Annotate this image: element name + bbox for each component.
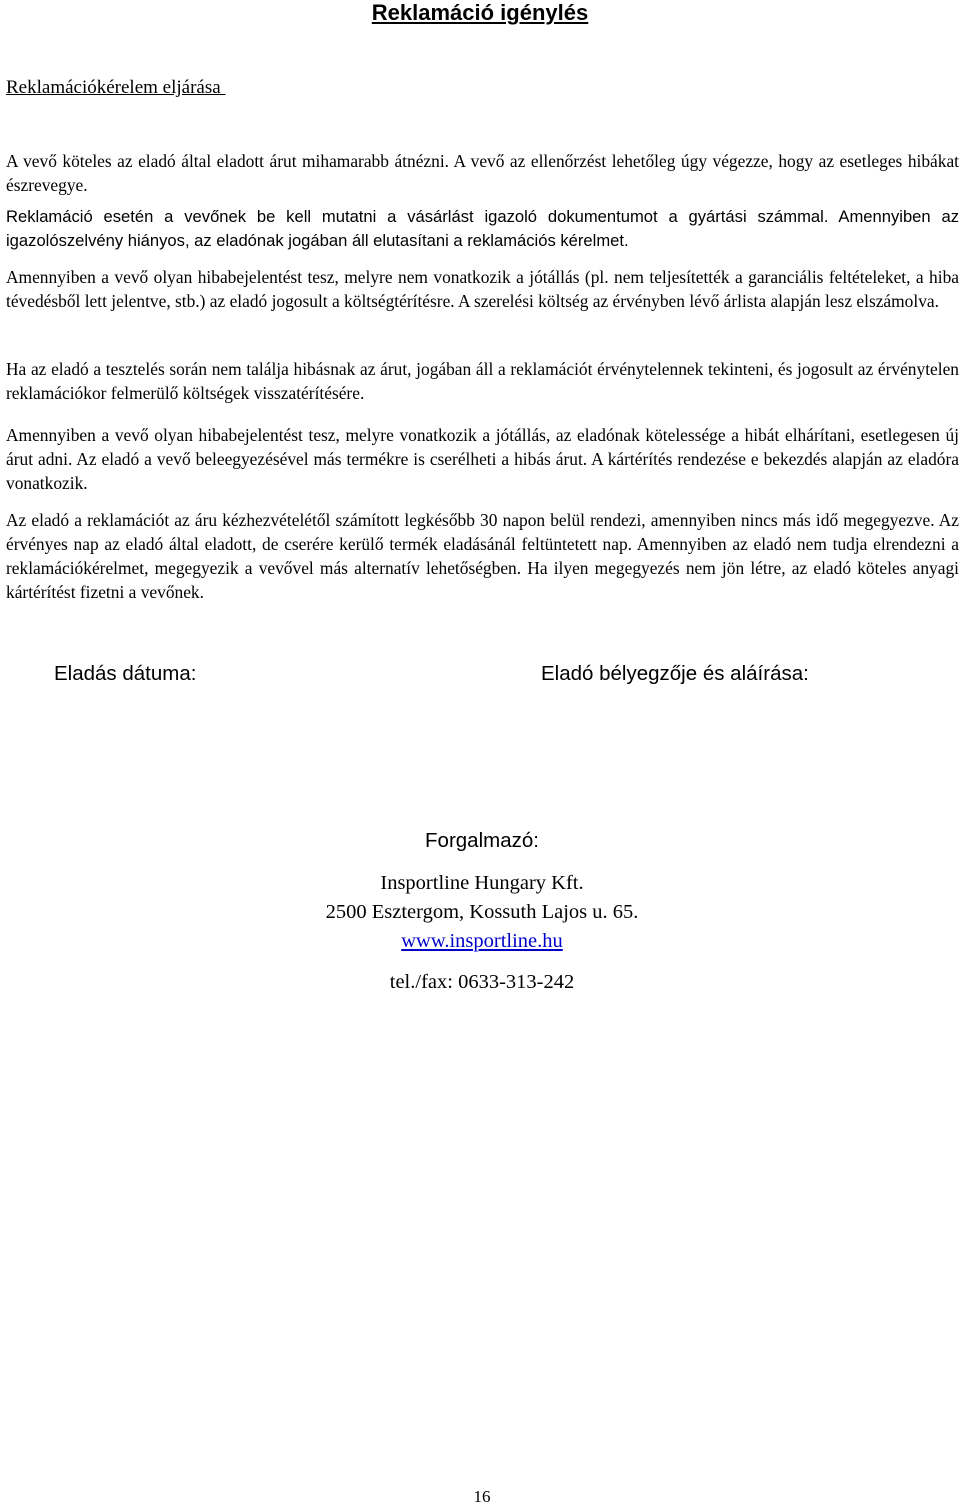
website-row xyxy=(0,927,960,955)
company-name: Insportline Hungary Kft. xyxy=(380,872,584,894)
distributor-label: Forgalmazó: xyxy=(425,829,539,852)
paragraph-inspection: A vevő köteles az eladó által eladott árut mihamarabb átnézni. A vevő az ellenőrzést lehetőleg úgy végezze, hogy az esetleges hibákat észrevegye. xyxy=(6,151,959,195)
paragraph-deadline: Az eladó a reklamációt az áru kézhezvételétől számított legkésőbb 30 napon belül rendezi, amennyiben nincs más idő megegyezve. Az érvényes nap az eladó által eladott, de cserére kerülő termék eladásánál feltüntetett nap. Amennyiben az eladó nem tudja elrendezni a reklamációkérelmet, megegyezik a vevővel más alternatív lehetőségben. Ha ilyen megegyezés nem jön létre, az eladó köteles anyagi kártérítést fizetni a vevőnek. xyxy=(6,510,959,602)
seller-stamp-label: Eladó bélyegzője és aláírása: xyxy=(541,662,809,685)
paragraph-invalid-claim: Ha az eladó a tesztelés során nem találja hibásnak az árut, jogában áll a reklamációt érvénytelennek tekinteni, és jogosult az érvénytelen reklamációkor felmerülő költségek visszatérítésére. xyxy=(6,359,959,403)
phone-fax: tel./fax: 0633-313-242 xyxy=(389,971,575,993)
website-link[interactable]: www.insportline.hu xyxy=(401,930,563,952)
page-title: Reklamáció igénylés xyxy=(371,0,589,25)
section-heading: Reklamációkérelem eljárása xyxy=(6,77,226,98)
sale-date-label: Eladás dátuma: xyxy=(54,662,197,685)
page-number: 16 xyxy=(473,1487,491,1506)
paragraph-warranty: Amennyiben a vevő olyan hibabejelentést tesz, melyre vonatkozik a jótállás, az eladónak kötelessége a hibát elhárítani, esetlegesen új árut adni. Az eladó a vevő beleegyezésével más termékre is cserélheti a hibás árut. A kártérítés rendezése e bekezdés alapján az eladóra vonatkozik. xyxy=(6,425,959,493)
paragraph-documentation: Reklamáció esetén a vevőnek be kell mutatni a vásárlást igazoló dokumentumot a gyártási számmal. Amennyiben az igazolószelvény hiányos, az eladónak jogában áll elutasítani a reklamációs kérelmet. xyxy=(6,207,959,250)
company-address: 2500 Esztergom, Kossuth Lajos u. 65. xyxy=(325,901,639,923)
paragraph-non-warranty: Amennyiben a vevő olyan hibabejelentést tesz, melyre nem vonatkozik a jótállás (pl. nem teljesítették a garanciális feltételeket, a hiba tévedésből lett jelentve, stb.) az eladó jogosult a költségtérítésre. A szerelési költség az érvényben lévő árlista alapján lesz elszámolva. xyxy=(6,267,959,311)
